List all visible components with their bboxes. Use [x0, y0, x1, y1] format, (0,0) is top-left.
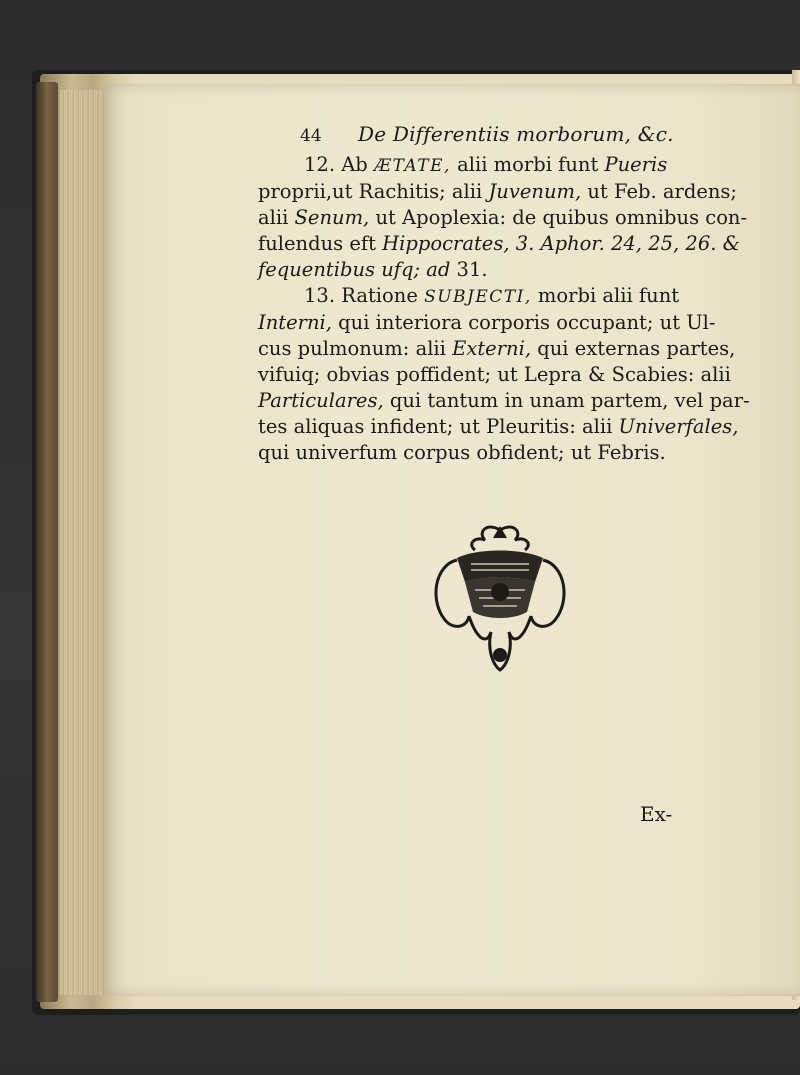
text-line	[258, 440, 718, 466]
text-run-italic: Pueris	[604, 153, 668, 176]
text-run: tes aliquas infident; ut Pleuritis: alii	[258, 415, 619, 438]
text-run-italic: Interni,	[258, 311, 332, 334]
page-edges	[60, 90, 108, 995]
text-line	[258, 336, 736, 362]
text-run: alii	[258, 206, 295, 229]
book-spine	[36, 82, 58, 1002]
text-line	[258, 179, 737, 205]
text-line	[258, 283, 718, 310]
text-run: 13. Ratione	[304, 284, 425, 307]
text-run: qui univerfum corpus obfident; ut Febris.	[258, 441, 666, 464]
text-line	[258, 388, 750, 414]
text-line	[258, 205, 748, 231]
text-run-italic: Particulares,	[258, 389, 384, 412]
text-run: alii morbi funt	[450, 153, 605, 176]
text-run-italic: ÆTATE,	[373, 156, 451, 176]
text-run-italic: Senum,	[294, 206, 370, 229]
text-run: vifuiq; obvias poffident; ut Lepra & Scabies: alii	[258, 363, 731, 386]
text-run: 12. Ab	[304, 153, 374, 176]
text-run: morbi alii funt	[531, 284, 680, 307]
text-run: qui tantum in unam partem, vel par-	[383, 389, 750, 412]
text-run: ut Feb. ardens;	[581, 180, 737, 203]
text-run-italic: Univerfales,	[618, 415, 739, 438]
text-run: fulendus eft	[258, 232, 383, 255]
text-line	[258, 231, 740, 257]
text-line	[258, 414, 739, 440]
text-run: qui externas partes,	[531, 337, 736, 360]
text-run: qui interiora corporis occupant; ut Ul-	[331, 311, 716, 334]
text-line	[258, 152, 718, 179]
text-run: cus pulmonum: alii	[258, 337, 453, 360]
printer-ornament-icon	[427, 520, 573, 678]
catchword: Ex-	[640, 802, 673, 826]
text-run-italic: SUBJECTI,	[424, 287, 532, 307]
running-title: De Differentiis morborum, &c.	[358, 122, 674, 146]
text-line	[258, 257, 718, 283]
page-number: 44	[300, 126, 322, 146]
text-run-italic: Juvenum,	[488, 180, 582, 203]
text-line	[258, 310, 718, 336]
text-line	[258, 362, 731, 388]
text-run: proprii,ut Rachitis; alii	[258, 180, 489, 203]
text-run-italic: Hippocrates, 3. Aphor. 24, 25, 26. &	[382, 232, 740, 255]
running-head	[300, 122, 700, 152]
text-run: ut Apoplexia: de quibus omnibus con-	[369, 206, 748, 229]
paragraph-13	[258, 283, 750, 466]
text-run-italic: fequentibus ufq; ad	[258, 258, 451, 281]
paragraph-12	[258, 152, 748, 283]
text-run: 31.	[450, 258, 488, 281]
text-run-italic: Externi,	[452, 337, 532, 360]
